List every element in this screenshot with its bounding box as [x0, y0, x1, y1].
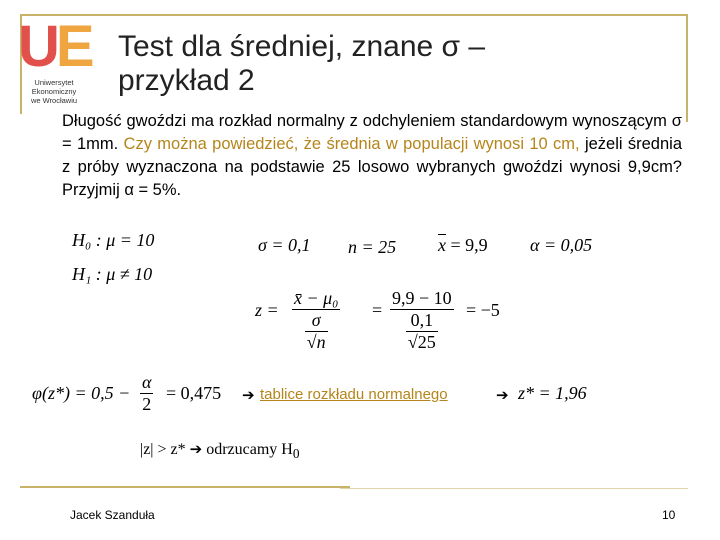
- z-value-den-top: 0,1: [410, 310, 434, 330]
- z-value-fraction: [390, 288, 454, 353]
- phi-frac-den: 2: [142, 394, 152, 414]
- logo-line2: Ekonomiczny: [31, 87, 77, 96]
- statement-question: Czy można powiedzieć, że średnia w populacji wynosi 10 cm,: [123, 135, 580, 153]
- z-den-sqrtn: √n: [306, 332, 326, 352]
- statement-part1: Długość gwoździ ma rozkład normalny z odchyleniem standardowym wynoszącym σ = 1mm.: [62, 112, 682, 153]
- z-denominator: [303, 310, 330, 353]
- z-value-denominator: [404, 310, 440, 353]
- given-n: n = 25: [348, 237, 397, 257]
- given-sigma: σ = 0,1: [258, 235, 311, 255]
- logo-line3: we Wrocławiu: [30, 96, 78, 105]
- phi-fraction-wrap: [140, 372, 153, 415]
- top-rule: [20, 14, 688, 16]
- right-rule: [686, 14, 688, 122]
- conclusion: [140, 440, 300, 462]
- title-line1: Test dla średniej, znane σ –: [118, 30, 486, 63]
- footer-author: Jacek Szanduła: [70, 508, 155, 522]
- arrow-right-icon: ➔: [242, 387, 255, 404]
- xbar-value: = 9,9: [450, 235, 488, 255]
- logo-letters: UE: [18, 14, 91, 79]
- normal-table-link[interactable]: tablice rozkładu normalnego: [260, 386, 448, 403]
- z-label: z =: [255, 300, 279, 320]
- statement-part3: jeżeli średnia z próby wyznaczona na podstawie 25 losowo wybranych gwoździ wynosi 9,9cm? Przyjmij α = 5%.: [62, 135, 682, 199]
- hypothesis-h0: H₀ : μ = 10: [72, 230, 155, 250]
- z-formula: [292, 288, 340, 353]
- phi-fraction: [140, 372, 153, 415]
- phi-lhs: φ(z*) = 0,5 −: [32, 383, 131, 403]
- arrow-right-icon: ➔: [189, 442, 203, 458]
- z-numerator: x̄ − μ₀: [294, 288, 339, 308]
- bottom-rule: [20, 486, 350, 488]
- phi-frac-num: α: [142, 372, 152, 392]
- arrow-right-icon: ➔: [496, 387, 509, 404]
- conclusion-condition: |z| > z*: [140, 441, 186, 458]
- z-result: = −5: [466, 300, 500, 320]
- phi-result: = 0,475: [166, 383, 222, 403]
- z-value-den-bottom: √25: [407, 332, 436, 352]
- z-den-sigma: σ: [311, 310, 321, 330]
- given-xbar: $\overline{x} = 9,9$: [438, 235, 488, 255]
- problem-statement: [62, 110, 682, 202]
- page-number: 10: [662, 508, 676, 522]
- conclusion-subscript: 0: [292, 446, 300, 462]
- z-main-fraction: [292, 288, 340, 353]
- logo-text: [18, 78, 90, 105]
- z-computation: [390, 288, 454, 353]
- logo-line1: Uniwersytet: [34, 78, 74, 87]
- university-logo: [18, 14, 91, 108]
- conclusion-text: odrzucamy H: [206, 441, 293, 458]
- hypothesis-h1: H₁ : μ ≠ 10: [72, 264, 153, 284]
- given-alpha: α = 0,05: [530, 235, 593, 255]
- slide-title: [118, 30, 485, 98]
- bottom-rule-right: [340, 488, 688, 489]
- zstar-value: z* = 1,96: [518, 383, 587, 403]
- z-value-numerator: 9,9 − 10: [392, 288, 452, 308]
- equals-sign: =: [372, 300, 383, 320]
- title-line2: przykład 2: [118, 64, 255, 97]
